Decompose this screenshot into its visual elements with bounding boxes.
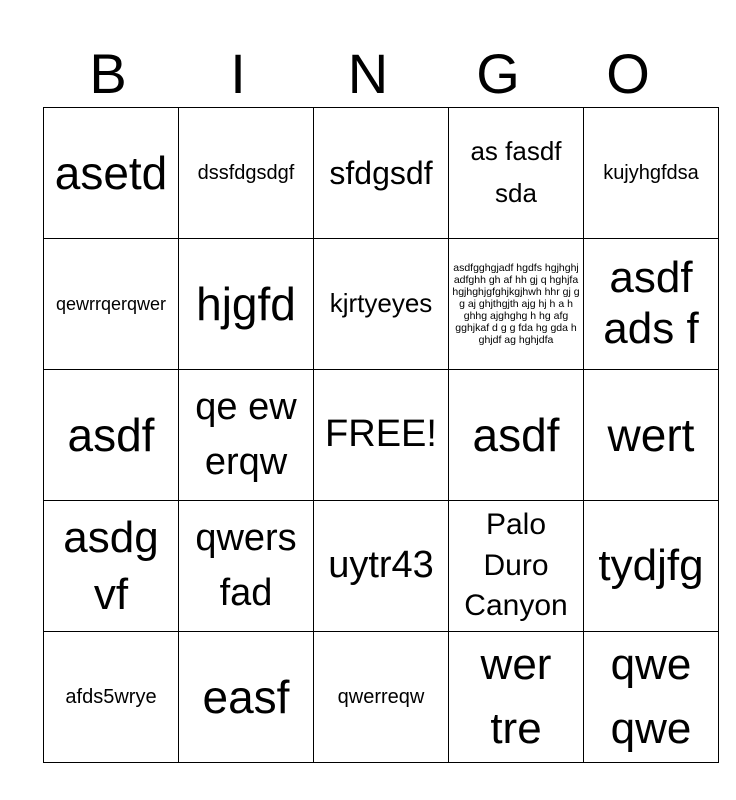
bingo-header: [43, 40, 693, 108]
bingo-cell[interactable]: qe ew erqw: [179, 370, 314, 501]
bingo-cell[interactable]: qewrrqerqwer: [44, 239, 179, 370]
bingo-cell[interactable]: kjrtyeyes: [314, 239, 449, 370]
bingo-cell[interactable]: asdf: [44, 370, 179, 501]
header-letter-i: I: [230, 42, 246, 105]
board-row: [44, 370, 719, 501]
board-row: [44, 108, 719, 239]
bingo-cell[interactable]: wert: [584, 370, 719, 501]
bingo-cell[interactable]: sfdgsdf: [314, 108, 449, 239]
header-letter-o: O: [606, 42, 650, 105]
bingo-cell[interactable]: asdfgghgjadf hgdfs hgjhghj adfghh gh af hh gj q hghjfa hgjhghjgfghjkgjhwh hhr gj g g aj ghjthgjth ajg hj h a h ghhg ajghghg h hg afg gghjkaf d g g fda hg gda h ghjdf ag hghjdfa: [449, 239, 584, 370]
bingo-cell[interactable]: qwe qwe: [584, 632, 719, 763]
bingo-cell[interactable]: asdf: [449, 370, 584, 501]
header-letter-b: B: [89, 42, 127, 105]
bingo-cell[interactable]: asdf ads f: [584, 239, 719, 370]
header-letter-g: G: [476, 42, 520, 105]
bingo-cell[interactable]: as fasdf sda: [449, 108, 584, 239]
board-row: [44, 501, 719, 632]
bingo-cell[interactable]: wer tre: [449, 632, 584, 763]
bingo-cell[interactable]: qwerreqw: [314, 632, 449, 763]
bingo-cell[interactable]: hjgfd: [179, 239, 314, 370]
bingo-cell[interactable]: easf: [179, 632, 314, 763]
free-space-cell[interactable]: FREE!: [314, 370, 449, 501]
bingo-cell[interactable]: uytr43: [314, 501, 449, 632]
bingo-cell[interactable]: asdg vf: [44, 501, 179, 632]
bingo-board: [43, 107, 719, 763]
bingo-cell[interactable]: afds5wrye: [44, 632, 179, 763]
board-row: [44, 632, 719, 763]
bingo-cell[interactable]: dssfdgsdgf: [179, 108, 314, 239]
board-row: [44, 239, 719, 370]
bingo-cell[interactable]: qwers fad: [179, 501, 314, 632]
bingo-cell[interactable]: Palo Duro Canyon: [449, 501, 584, 632]
bingo-cell[interactable]: kujyhgfdsa: [584, 108, 719, 239]
bingo-cell[interactable]: tydjfg: [584, 501, 719, 632]
bingo-cell[interactable]: asetd: [44, 108, 179, 239]
header-letter-n: N: [347, 42, 389, 105]
